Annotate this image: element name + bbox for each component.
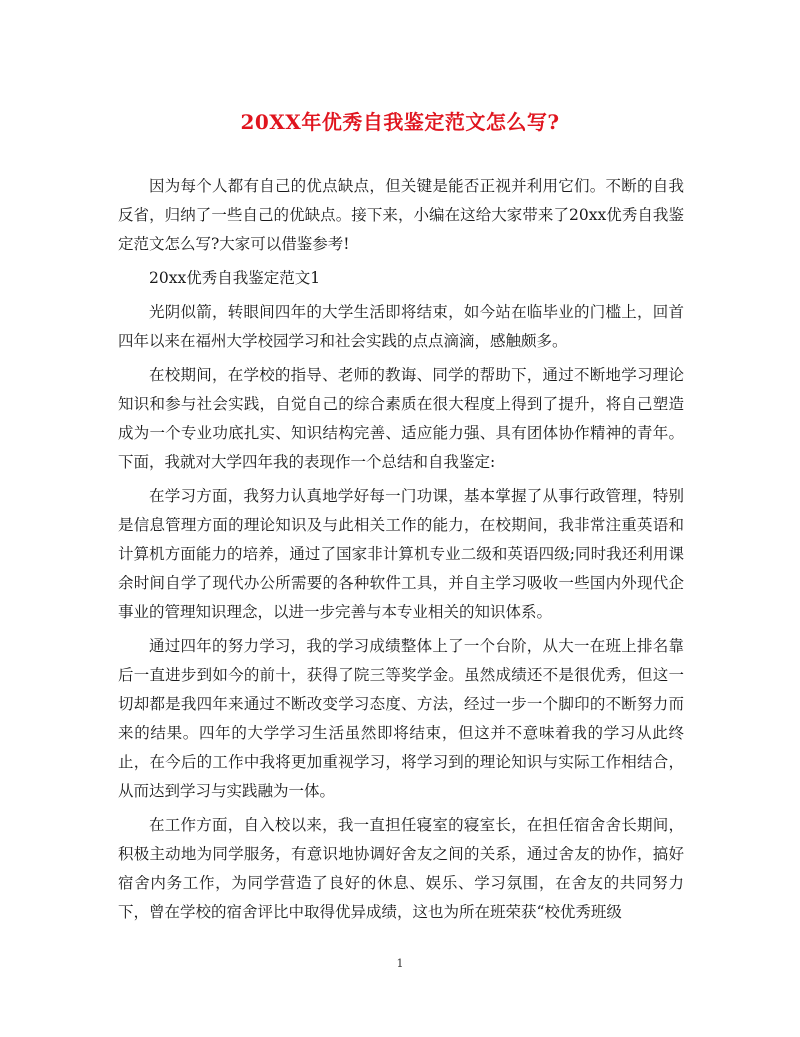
page-number: 1	[396, 957, 404, 970]
document-body	[118, 172, 684, 927]
section-heading: 20xx优秀自我鉴定范文1	[149, 269, 321, 287]
document-title: 20XX年优秀自我鉴定范文怎么写?	[240, 110, 560, 134]
body-paragraph: 光阴似箭，转眼间四年的大学生活即将结束，如今站在临毕业的门槛上，回首四年以来在福州大学校园学习和社会实践的点点滴滴，感触颇多。	[118, 303, 684, 350]
body-paragraph: 通过四年的努力学习，我的学习成绩整体上了一个台阶，从大一在班上排名靠后一直进步到如今的前十，获得了院三等奖学金。虽然成绩还不是很优秀，但这一切却都是我四年来通过不断改变学习态度、方法，经过一步一个脚印的不断努力而来的结果。四年的大学学习生活虽然即将结束，但这并不意味着我的学习从此终止，在今后的工作中我将更加重视学习，将学习到的理论知识与实际工作相结合，从而达到学习与实践融为一体。	[118, 637, 684, 800]
body-paragraph: 在学习方面，我努力认真地学好每一门功课，基本掌握了从事行政管理，特别是信息管理方面的理论知识及与此相关工作的能力，在校期间，我非常注重英语和计算机方面能力的培养，通过了国家非计算机专业二级和英语四级;同时我还利用课余时间自学了现代办公所需要的各种软件工具，并自主学习吸收一些国内外现代企事业的管理知识理念，以进一步完善与本专业相关的知识体系。	[118, 487, 684, 621]
body-paragraph: 在工作方面，自入校以来，我一直担任寝室的寝室长，在担任宿舍舍长期间，积极主动地为同学服务，有意识地协调好舍友之间的关系，通过舍友的协作，搞好宿舍内务工作，为同学营造了良好的休息、娱乐、学习氛围，在舍友的共同努力下，曾在学校的宿舍评比中取得优异成绩，这也为所在班荣获“校优秀班级	[118, 816, 684, 921]
intro-paragraph: 因为每个人都有自己的优点缺点，但关键是能否正视并利用它们。不断的自我反省，归纳了一些自己的优缺点。接下来，小编在这给大家带来了20xx优秀自我鉴定范文怎么写?大家可以借鉴参考!	[118, 177, 684, 253]
body-paragraph: 在校期间，在学校的指导、老师的教诲、同学的帮助下，通过不断地学习理论知识和参与社会实践，自觉自己的综合素质在很大程度上得到了提升，将自己塑造成为一个专业功底扎实、知识结构完善、适应能力强、具有团体协作精神的青年。下面，我就对大学四年我的表现作一个总结和自我鉴定:	[118, 366, 684, 471]
